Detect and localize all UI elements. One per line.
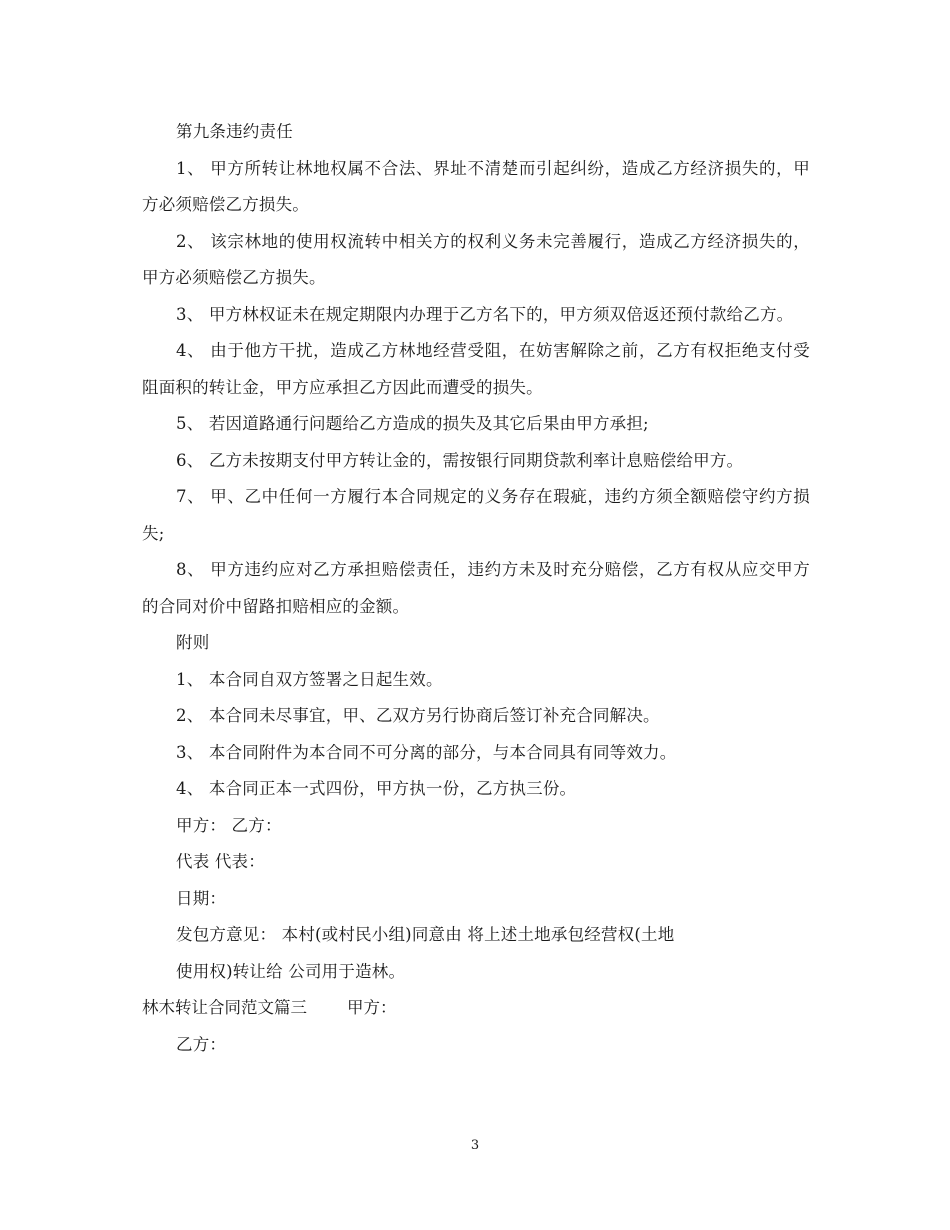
clause-4: 4、 由于他方干扰，造成乙方林地经营受阻，在妨害解除之前，乙方有权拒绝支付受阻面积的转让金，甲方应承担乙方因此而遭受的损失。 (142, 341, 810, 397)
section-title: 第九条违约责任 (176, 122, 293, 141)
signature-date: 日期： (176, 888, 227, 908)
signature-representatives: 代表 代表： (176, 852, 265, 871)
clause-7: 7、 甲、乙中任何一方履行本合同规定的义务存在瑕疵，违约方须全额赔偿守约方损失; (142, 487, 810, 543)
next-contract-heading (142, 990, 810, 1027)
clause-1: 1、 甲方所转让林地权属不合法、界址不清楚而引起纠纷，造成乙方经济损失的，甲方必须赔偿乙方损失。 (142, 158, 810, 214)
page-number: 3 (470, 1138, 480, 1153)
signature-parties: 甲方： 乙方： (176, 815, 282, 835)
clause-8: 8、 甲方违约应对乙方承担赔偿责任，违约方未及时充分赔偿，乙方有权从应交甲方的合同对价中留路扣赔相应的金额。 (142, 560, 810, 616)
clause-3: 3、 甲方林权证未在规定期限内办理于乙方名下的，甲方须双倍返还预付款给乙方。 (176, 304, 794, 324)
appendix-item-1: 1、 本合同自双方签署之日起生效。 (176, 669, 443, 689)
next-party-a: 甲方： (347, 998, 397, 1017)
appendix-item-4: 4、 本合同正本一式四份，甲方执一份，乙方执三份。 (176, 779, 577, 798)
next-contract-title: 林木转让合同范文篇三 (142, 998, 307, 1017)
document-body (142, 114, 810, 1063)
appendix-item-3: 3、 本合同附件为本合同不可分离的部分，与本合同具有同等效力。 (176, 742, 677, 762)
clause-2: 2、 该宗林地的使用权流转中相关方的权利义务未完善履行，造成乙方经济损失的，甲方必须赔偿乙方损失。 (142, 231, 810, 287)
next-party-b: 乙方： (176, 1034, 227, 1054)
appendix-item-2: 2、 本合同未尽事宜，甲、乙双方另行协商后签订补充合同解决。 (176, 706, 660, 725)
opinion-line-2: 使用权)转让给 公司用于造林。 (176, 961, 406, 981)
clause-5: 5、 若因道路通行问题给乙方造成的损失及其它后果由甲方承担; (176, 414, 649, 433)
clause-6: 6、 乙方未按期支付甲方转让金的，需按银行同期贷款利率计息赔偿给甲方。 (176, 450, 744, 470)
appendix-title: 附则 (176, 633, 210, 652)
opinion-line-1: 发包方意见： 本村(或村民小组)同意由 将上述土地承包经营权(土地 (176, 925, 675, 944)
